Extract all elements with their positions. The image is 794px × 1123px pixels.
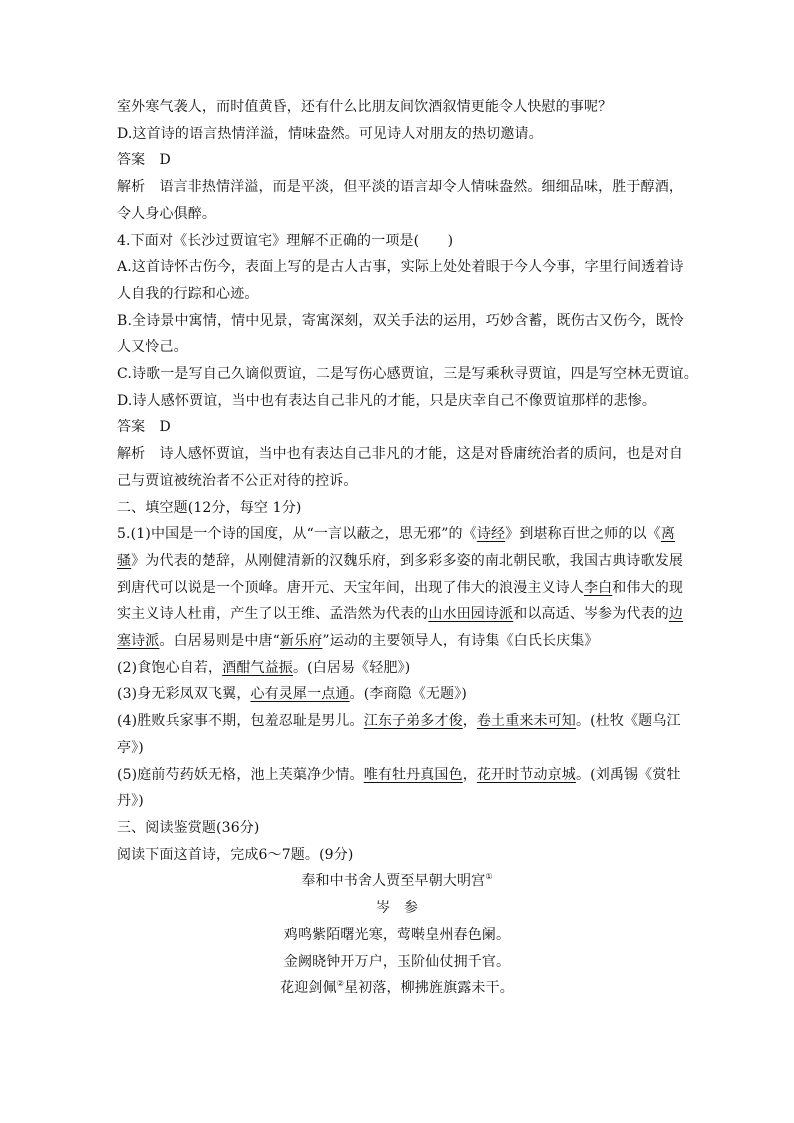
text-run: 三、阅读鉴赏题(36分)	[117, 819, 260, 836]
document-body	[117, 94, 698, 868]
text-run: 。(李商隐《无题》)	[349, 686, 467, 703]
body-line	[117, 414, 677, 441]
answer-underlined-text: 诗经	[476, 526, 506, 543]
text-run: 己与贾谊被统治者不公正对待的控诉。	[117, 472, 358, 489]
text-run: 。(刘禹锡《赏牡	[575, 766, 681, 783]
body-line	[117, 842, 677, 869]
body-line	[117, 708, 681, 735]
body-line	[117, 308, 684, 335]
answer-underlined-text: 心有灵犀一点通	[250, 686, 350, 703]
text-run: ，	[462, 766, 477, 783]
text-run: 令人身心俱醉。	[117, 205, 217, 222]
text-run: 》到堪称百世之师的以《	[505, 526, 661, 543]
text-run: 鸡鸣紫陌曙光寒，莺啭皇州春色阑。	[283, 926, 511, 943]
body-line	[117, 441, 683, 468]
body-line	[117, 575, 684, 602]
text-run: 解析 诗人感怀贾谊，当中也有表达自己非凡的才能，这是对昏庸统治者的质问，也是对自	[117, 446, 683, 463]
text-run: ”运动的主要领导人，有诗集《白氏长庆集》	[322, 633, 599, 650]
text-run: 和以高适、岑参为代表的	[513, 606, 669, 623]
body-line	[117, 762, 681, 789]
answer-underlined-text: 边	[668, 606, 684, 623]
body-line	[117, 815, 677, 842]
text-run: 人自我的行踪和心迹。	[117, 285, 259, 302]
body-line	[117, 361, 698, 388]
text-run: 。(白居易《轻肥》)	[292, 659, 411, 676]
text-run: 星初落，柳拂旌旗露未干。	[344, 980, 514, 997]
poem-author: 岑参	[376, 900, 432, 917]
poem-line	[117, 975, 677, 1002]
text-run: C.诗歌一是写自己久谪似贾谊，二是写伤心感贾谊，三是写乘秋寻贾谊，四是写空林无贾谊。	[117, 366, 698, 383]
text-run: A.这首诗怀古伤今，表面上写的是古人古事，实际上处处着眼于今人今事，字里行间透着诗	[117, 259, 684, 276]
text-run: 人又怜己。	[117, 339, 188, 356]
text-run: ，	[462, 713, 477, 730]
body-line	[117, 548, 684, 575]
footnote-mark: ②	[336, 979, 345, 989]
body-line	[117, 94, 677, 121]
poem-title-text: 奉和中书舍人贾至早朝大明宫	[301, 873, 486, 890]
text-run: 4.下面对《长沙过贾谊宅》理解不正确的一项是( )	[117, 232, 454, 249]
poem-line	[117, 949, 677, 976]
answer-underlined-text: 卷土重来未可知	[476, 713, 576, 730]
poem-title-footnote-mark: ①	[485, 872, 493, 882]
text-run: 答案 D	[117, 152, 171, 169]
answer-underlined-text: 离	[660, 526, 675, 543]
body-line	[117, 281, 677, 308]
text-run: 二、填空题(12分，每空 1分)	[117, 499, 302, 516]
text-run: 金阙晓钟开万户，玉阶仙仗拥千官。	[283, 953, 511, 970]
text-run: (5)庭前芍药妖无格，池上芙蕖净少情。	[117, 766, 364, 783]
text-run: 。白居易则是中唐“	[159, 633, 280, 650]
answer-underlined-text: 骚	[117, 552, 132, 569]
body-line	[117, 174, 683, 201]
body-line	[117, 147, 677, 174]
text-run: 。(杜牧《题乌江	[575, 713, 681, 730]
poem-body	[117, 922, 677, 1002]
body-line	[117, 628, 677, 655]
body-line	[117, 495, 677, 522]
answer-underlined-text: 新乐府	[279, 633, 323, 650]
text-run: 》为代表的楚辞，从刚健清新的汉魏乐府，到多彩多姿的南北朝民歌，我国古典诗歌发展	[131, 552, 684, 569]
body-line	[117, 254, 684, 281]
poem-line	[117, 922, 677, 949]
text-run: 亭》)	[117, 739, 144, 756]
poem-title	[117, 868, 677, 895]
text-run: 花迎剑佩	[280, 980, 337, 997]
text-run: 丹》)	[117, 793, 144, 810]
body-line	[117, 601, 684, 628]
body-line	[117, 121, 677, 148]
body-line	[117, 521, 677, 548]
text-run: 阅读下面这首诗，完成6～7题。(9分)	[117, 846, 354, 863]
body-line	[117, 228, 677, 255]
text-run: D.这首诗的语言热情洋溢，情味盎然。可见诗人对朋友的热切邀请。	[117, 125, 543, 142]
answer-underlined-text: 李白	[583, 579, 613, 596]
text-run: (4)胜败兵家事不期，包羞忍耻是男儿。	[117, 713, 364, 730]
text-run: 解析 语言非热情洋溢，而是平淡，但平淡的语言却令人情味盎然。细细品味，胜于醇酒，	[117, 179, 683, 196]
body-line	[117, 655, 677, 682]
body-line	[117, 681, 677, 708]
body-line	[117, 201, 677, 228]
answer-underlined-text: 酒酣气益振	[222, 659, 293, 676]
text-run: (3)身无彩凤双飞翼，	[117, 686, 251, 703]
body-line	[117, 788, 677, 815]
document-page	[117, 94, 698, 1002]
text-run: B.全诗景中寓情，情中见景，寄寓深刻，双关手法的运用，巧妙含蓄，既伤古又伤今，既怜	[117, 312, 684, 329]
text-run: (2)食饱心自若，	[117, 659, 223, 676]
body-line	[117, 735, 677, 762]
text-run: 到唐代可以说是一个顶峰。唐开元、天宝年间，出现了伟大的浪漫主义诗人	[117, 579, 584, 596]
answer-underlined-text: 江东子弟多才俊	[363, 713, 463, 730]
text-run: 实主义诗人杜甫，产生了以王维、孟浩然为代表的	[117, 606, 429, 623]
answer-underlined-text: 山水田园诗派	[428, 606, 514, 623]
body-line	[117, 334, 677, 361]
text-run: 5.(1)中国是一个诗的国度，从“一言以蔽之，思无邪”的《	[117, 526, 477, 543]
text-run: 答案 D	[117, 419, 171, 436]
text-run: 室外寒气袭人，而时值黄昏，还有什么比朋友间饮酒叙情更能令人快慰的事呢？	[117, 99, 613, 115]
text-run: 和伟大的现	[612, 579, 684, 596]
body-line	[117, 388, 677, 415]
answer-underlined-text: 花开时节动京城	[476, 766, 576, 783]
text-run: D.诗人感怀贾谊，当中也有表达自己非凡的才能，只是庆幸自己不像贾谊那样的悲惨。	[117, 392, 657, 409]
answer-underlined-text: 塞诗派	[117, 633, 160, 650]
body-line	[117, 468, 677, 495]
answer-underlined-text: 唯有牡丹真国色	[363, 766, 463, 783]
